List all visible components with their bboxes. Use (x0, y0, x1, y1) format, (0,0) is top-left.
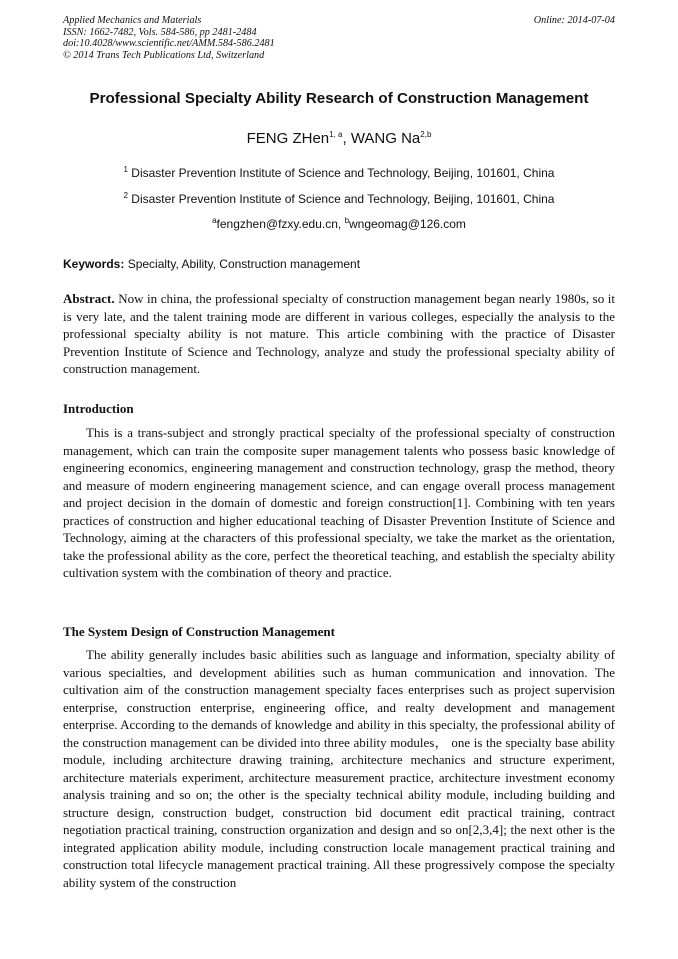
online-date: Online: 2014-07-04 (533, 15, 615, 26)
author-1-affiliation-mark: 1, a (329, 130, 343, 139)
doi-line: doi:10.4028/www.scientific.net/AMM.584-586.2481 (63, 38, 275, 50)
section-heading-introduction: Introduction (63, 401, 134, 416)
abstract-text: Now in china, the professional specialty of construction management began nearly 1980s, so it is very late, and the talent training mode are different in various colleges, especially the analysis to the professional specialty ability is not mature. This article combining with the practice of Disaster Prevention Institute of Science and Technology, analyze and study the professional specialty ability of construction management. (63, 291, 615, 376)
keywords-text: Specialty, Ability, Construction management (124, 257, 361, 271)
abstract-label: Abstract. (63, 291, 115, 306)
email-b-mark: b (344, 216, 350, 225)
copyright-line: © 2014 Trans Tech Publications Ltd, Switzerland (63, 49, 265, 61)
affiliation-2-text: Disaster Prevention Institute of Science and Technology, Beijing, 101601, China (127, 192, 555, 206)
affiliation-2 (40, 191, 638, 207)
affiliation-2-mark: 2 (123, 191, 128, 200)
section-text-system-design: The ability generally includes basic abilities such as language and information, specialty ability of various specialties, and development abilities such as human communication and innovation. The cultivation aim of the construction management specialty faces enterprises such as project supervision enterprise, construction enterprise, engineering office, and realty development and management enterprise. According to the demands of knowledge and ability in this specialty, the professional ability of the construction management can be divided into three ability modules， one is the specialty base ability module, including architecture drawing training, architecture mechanics and structure experiment, architecture materials experiment, architecture measurement practice, architecture investment economy analysis training and so on; the other is the specialty technical ability module, including building and structure design, construction budget, construction bid document edit practical training, contract negotiation practical training, construction organization and design and so on[2,3,4]; the next other is the integrated application ability module, including construction locale management practical training and construction total lifecycle management practical training. All these progressively compose the specialty ability system of the construction (63, 647, 615, 890)
journal-header (63, 15, 615, 61)
email-b: wngeomag@126.com (349, 217, 466, 231)
email-a: fengzhen@fzxy.edu.cn, (216, 217, 345, 231)
author-separator: , (342, 130, 351, 147)
keywords (63, 256, 615, 272)
affiliation-1-text: Disaster Prevention Institute of Science and Technology, Beijing, 101601, China (127, 166, 555, 180)
section-text-introduction: This is a trans-subject and strongly practical specialty of the professional specialty of construction management, which can train the composite super management talents who possess basic knowledge of engineering economics, engineering management and construction technology, grasp the method, theory and measure of modern engineering management science, and can engage overall process management and project decision in the domain of domestic and foreign construction[1]. Combining with ten years practices of construction and higher educational teaching of Disaster Prevention Institute of Science and Technology, aiming at the characters of this professional specialty, we take the market as the orientation, take the professional ability as the core, perfect the theoretical teaching, and establish the specialty ability cultivation system with the combination of theory and practice. (63, 425, 615, 580)
journal-name: Applied Mechanics and Materials (63, 15, 202, 26)
email-a-mark: a (212, 216, 217, 225)
issn-line: ISSN: 1662-7482, Vols. 584-586, pp 2481-2484 (63, 26, 257, 38)
abstract (63, 290, 615, 378)
author-line (40, 129, 638, 149)
affiliation-1-mark: 1 (123, 165, 128, 174)
author-1: FENG ZHen (246, 130, 330, 147)
author-2: WANG Na (350, 130, 421, 147)
keywords-label: Keywords: (63, 257, 125, 271)
paper-title: Professional Specialty Ability Research of Construction Management (89, 90, 589, 107)
email-line (40, 216, 638, 232)
section-heading-system-design: The System Design of Construction Management (63, 624, 335, 639)
affiliation-1 (40, 165, 638, 181)
author-2-affiliation-mark: 2,b (420, 130, 432, 139)
